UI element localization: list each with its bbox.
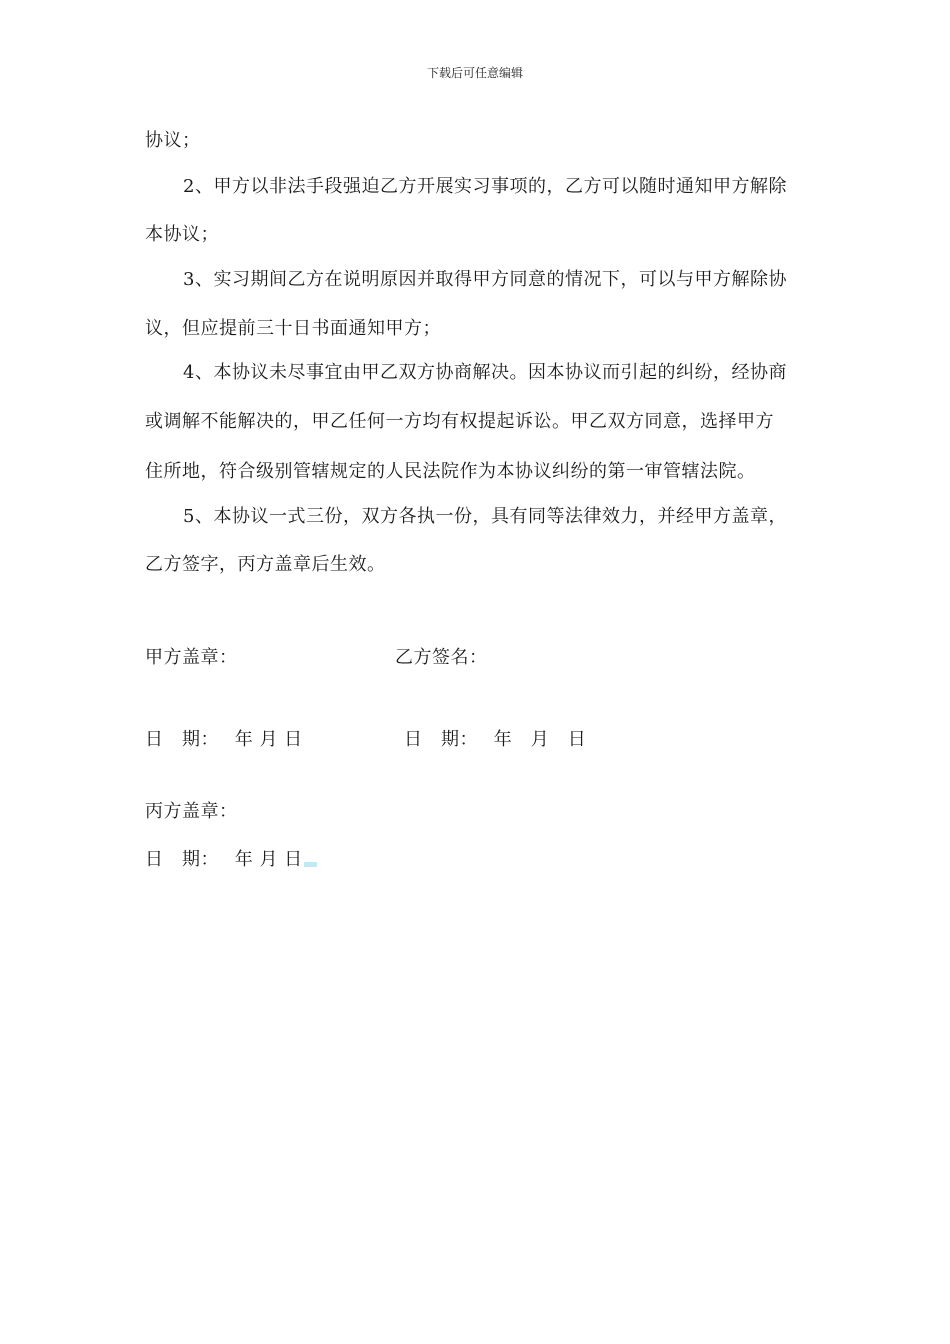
party-b-sign-label: 乙方签名： xyxy=(395,647,488,668)
party-a-date-label: 日 期： 年 月 日 xyxy=(145,729,303,750)
paragraph-line: 本协议； xyxy=(145,224,219,245)
paragraph-line: 或调解不能解决的，甲乙任何一方均有权提起诉讼。甲乙双方同意，选择甲方 xyxy=(145,411,774,432)
party-b-date-label: 日 期： 年 月 日 xyxy=(404,729,587,750)
party-c-date-row xyxy=(145,845,317,871)
party-a-seal-label: 甲方盖章： xyxy=(145,647,238,668)
paragraph-line: 乙方签字，丙方盖章后生效。 xyxy=(145,554,386,575)
clause-4: 4、本协议未尽事宜由甲乙双方协商解决。因本协议而引起的纠纷，经协商 xyxy=(183,362,787,383)
text-cursor-highlight xyxy=(304,862,317,867)
party-c-seal-label: 丙方盖章： xyxy=(145,801,238,822)
clause-3: 3、实习期间乙方在说明原因并取得甲方同意的情况下，可以与甲方解除协 xyxy=(183,269,787,290)
page-header: 下载后可任意编辑 xyxy=(426,66,523,80)
clause-2: 2、甲方以非法手段强迫乙方开展实习事项的，乙方可以随时通知甲方解除 xyxy=(183,176,787,197)
party-c-date-label: 日 期： 年 月 日 xyxy=(145,849,303,870)
paragraph-line: 住所地，符合级别管辖规定的人民法院作为本协议纠纷的第一审管辖法院。 xyxy=(145,461,756,482)
clause-5: 5、本协议一式三份，双方各执一份，具有同等法律效力，并经甲方盖章， xyxy=(183,506,787,527)
paragraph-line: 议，但应提前三十日书面通知甲方； xyxy=(145,318,441,339)
paragraph-line: 协议； xyxy=(145,130,201,151)
